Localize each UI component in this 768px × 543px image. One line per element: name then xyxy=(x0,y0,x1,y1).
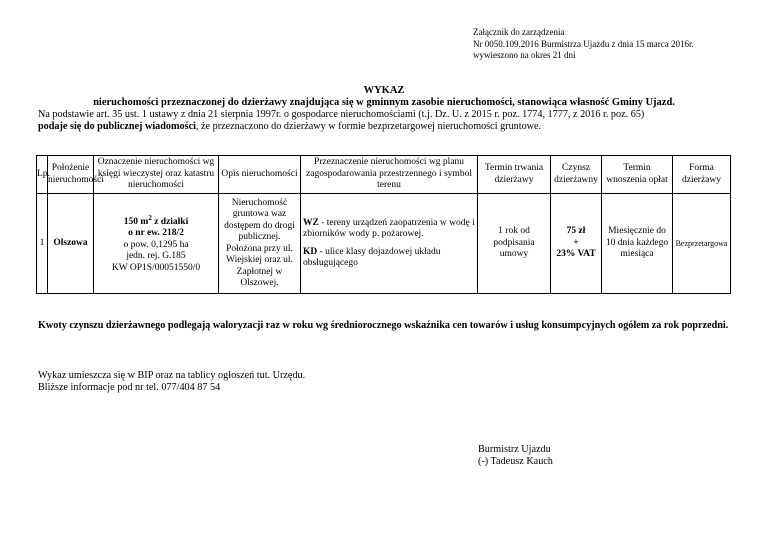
rent-amount: 75 zł xyxy=(566,226,586,237)
header-lp: Lp. xyxy=(37,156,48,194)
table-row xyxy=(37,194,731,294)
annex-line-3: wywieszono na okres 21 dni xyxy=(473,50,576,60)
header-purpose: Przeznaczenie nieruchomości wg planu zagospodarowania przestrzennego i symbol terenu xyxy=(301,156,478,194)
header-form: Forma dzierżawy xyxy=(673,156,731,194)
document-subtitle: nieruchomości przeznaczonej do dzierżawy znajdująca się w gminnym zasobie nieruchomości, stanowiąca własność Gminy Ujazd. xyxy=(93,97,675,108)
rent-plus: + xyxy=(573,237,579,248)
purpose-wz-code: WZ xyxy=(303,217,319,228)
cell-designation xyxy=(94,194,219,294)
header-description: Opis nieruchomości xyxy=(219,156,301,194)
legal-basis: Na podstawie art. 35 ust. 1 ustawy z dnia 21 sierpnia 1997r. o gospodarce nieruchomościami (t.j. Dz. U. z 2015 r. poz. 1774, 1777, z 2016 r. poz. 65) xyxy=(38,109,645,120)
designation-parcel: o nr ew. 218/2 xyxy=(128,228,184,239)
designation-sup: 2 xyxy=(148,213,152,222)
announcement-bold: podaje się do publicznej wiadomości xyxy=(38,121,196,132)
designation-area-bold: 150 m xyxy=(123,216,149,227)
designation-unit: jedn. rej. G.185 xyxy=(126,251,186,262)
annex-note xyxy=(473,27,694,62)
cell-lp: 1 xyxy=(37,194,48,294)
designation-plot: z działki xyxy=(151,216,189,227)
annex-line-1: Załącznik do zarządzenia xyxy=(473,27,565,37)
rent-vat: 23% VAT xyxy=(556,249,596,260)
purpose-kd-text: - ulice klasy dojazdowej układu obsługującego xyxy=(303,246,441,268)
signature-block xyxy=(478,444,553,468)
purpose-wz-text: - tereny urządzeń zaopatrzenia w wodę i zbiorników wody p. pożarowej. xyxy=(303,217,475,239)
cell-form: Bezprzetargowa xyxy=(673,194,731,294)
purpose-kd-code: KD xyxy=(303,246,318,257)
header-location: Położenie nieruchomości xyxy=(48,156,94,194)
header-designation: Oznaczenie nieruchomości wg księgi wieczystej oraz katastru nieruchomości xyxy=(94,156,219,194)
announcement-rest: , że przeznaczono do dzierżawy w formie bezprzetargowej nieruchomości gruntowe. xyxy=(195,121,542,132)
valorization-note: Kwoty czynszu dzierżawnego podlegają waloryzacji raz w roku wg średniorocznego wskaźnika cen towarów i usług konsumpcyjnych ogółem za rok poprzedni. xyxy=(38,320,729,331)
cell-lease-term: 1 rok od podpisania umowy xyxy=(478,194,551,294)
cell-description: Nieruchomość gruntowa waz dostępem do drogi publicznej. Położona przy ul. Wiejskiej oraz ul. Zapłotnej w Olszowej. xyxy=(219,194,301,294)
header-payment-term: Termin wnoszenia opłat xyxy=(602,156,673,194)
designation-kw: KW OP1S/00051550/0 xyxy=(111,262,201,273)
announcement xyxy=(38,121,541,132)
designation-size: o pow. 0,1295 ha xyxy=(123,239,189,250)
cell-rent xyxy=(551,194,602,294)
cell-payment-term: Miesięcznie do 10 dnia każdego miesiąca xyxy=(602,194,673,294)
info-block xyxy=(38,370,305,394)
header-rent: Czynsz dzierżawny xyxy=(551,156,602,194)
property-table xyxy=(36,155,731,294)
signature-name: (-) Tadeusz Kauch xyxy=(478,456,553,467)
info-line-1: Wykaz umieszcza się w BIP oraz na tablicy ogłoszeń tut. Urzędu. xyxy=(38,370,306,381)
signature-title: Burmistrz Ujazdu xyxy=(478,444,551,455)
annex-line-2: Nr 0050.109.2016 Burmistrza Ujazdu z dnia 15 marca 2016r. xyxy=(473,38,694,49)
document-title: WYKAZ xyxy=(363,85,405,96)
cell-location: Olszowa xyxy=(48,194,94,294)
cell-purpose xyxy=(301,194,478,294)
info-line-2: Bliższe informacje pod nr tel. 077/404 87 54 xyxy=(38,382,221,393)
header-lease-term: Termin trwania dzierżawy xyxy=(478,156,551,194)
table-header-row xyxy=(37,156,731,194)
